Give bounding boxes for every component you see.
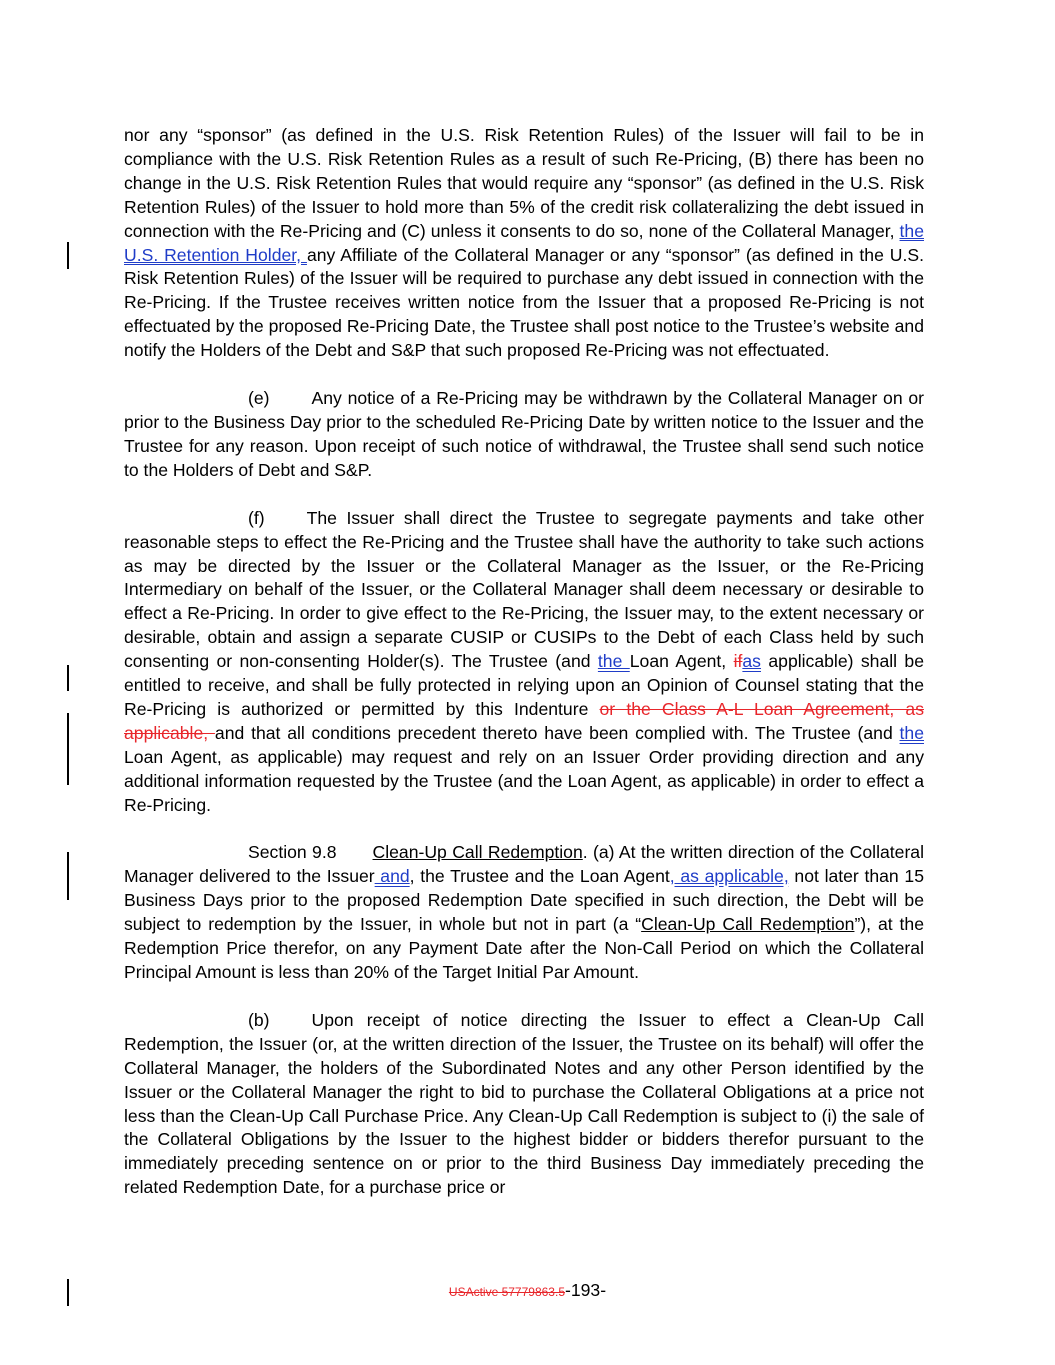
text-run: The Issuer shall direct the Trustee to segregate payments and take other reasonable steps to effect the Re-Pricing and the Trustee shall have the authority to take such actions as may be directed by the Issuer or the Collateral Manager as the Issuer, or the Re-Pricing Intermediary on behalf of the Issuer, or the Collateral Manager shall deem necessary or desirable to effect a Re-Pricing. In order to give effect to the Re-Pricing, the Issuer may, to the extent necessary or desirable, obtain and assign a separate CUSIP or CUSIPs to the Debt of each Class held by such consenting or non-consenting Holder(s). The Trustee (and: [124, 507, 924, 672]
clause-label: (b): [248, 1009, 270, 1030]
section-heading: Clean-Up Call Redemption: [372, 842, 583, 863]
paragraph-continuation: [124, 124, 924, 363]
document-body: [124, 124, 924, 1224]
tracked-deletion: or the Class A-L Loan Agreement, as applicable,: [124, 698, 924, 743]
tracked-insertion: the U.S. Retention Holder,: [124, 220, 924, 265]
text-run: , the Trustee and the Loan Agent: [409, 866, 670, 887]
tracked-insertion: , as applicable,: [669, 866, 789, 887]
defined-term: Clean-Up Call Redemption: [641, 914, 855, 935]
change-bar: [67, 665, 69, 691]
page-footer: [0, 1280, 1055, 1301]
change-bar: [67, 713, 69, 785]
section-number: Section 9.8: [248, 842, 337, 863]
paragraph-b: [124, 1009, 924, 1200]
clause-label: (e): [248, 388, 270, 409]
text-run: Upon receipt of notice directing the Issuer to effect a Clean-Up Call Redemption, the Issuer (or, at the written direction of the Issuer, the Trustee on its behalf) will offer the Collateral Manager, the holders of the Subordinated Notes and any other Person identified by the Issuer or the Collateral Manager the right to bid to purchase the Collateral Obligations at a price not less than the Clean-Up Call Purchase Price. Any Clean-Up Call Redemption is subject to (i) the sale of the Collateral Obligations by the Issuer to the highest bidder or bidders therefor pursuant to the immediately preceding sentence on or prior to the third Business Day immediately preceding the related Redemption Date, for a purchase price or: [124, 1009, 924, 1198]
section-9-8: [124, 841, 924, 984]
text-run: ”), at the Redemption Price therefor, on any Payment Date after the Non-Call Period on which the Collateral Principal Amount is less than 20% of the Target Initial Par Amount.: [124, 914, 924, 982]
paragraph-f: [124, 507, 924, 818]
tracked-deletion: if: [733, 651, 743, 672]
tracked-insertion: the: [899, 722, 924, 743]
text-run: not later than 15 Business Days prior to the proposed Redemption Date specified in such direction, the Debt will be subject to redemption by the Issuer, in whole but not in part (a “: [124, 866, 924, 935]
change-bar: [67, 852, 69, 900]
text-run: Loan Agent,: [629, 651, 734, 672]
text-run: and that all conditions precedent thereto have been complied with. The Trustee (and: [214, 722, 900, 743]
text-run: applicable) shall be entitled to receive, and shall be fully protected in relying upon an Opinion of Counsel stating that the Re-Pricing is authorized or permitted by this Indenture: [124, 651, 925, 719]
tracked-insertion: and: [374, 866, 410, 887]
clause-label: (f): [248, 507, 265, 528]
paragraph-e: [124, 387, 924, 483]
deleted-doc-id: USActive 57779863.5: [448, 1285, 565, 1299]
text-run: . (a) At the written direction of the Collateral Manager delivered to the Issuer: [124, 842, 925, 887]
text-run: Loan Agent, as applicable) may request and rely on an Issuer Order providing direction and any additional information requested by the Trustee (and the Loan Agent, as applicable) in order to effect a Re-Pricing.: [124, 746, 924, 815]
text-run: Any notice of a Re-Pricing may be withdrawn by the Collateral Manager on or prior to the Business Day prior to the scheduled Re-Pricing Date by written notice to the Issuer and the Trustee for any reason. Upon receipt of such notice of withdrawal, the Trustee shall send such notice to the Holders of Debt and S&P.: [124, 388, 924, 480]
tracked-insertion: the: [597, 651, 630, 672]
page-number: -193-: [565, 1280, 607, 1300]
text-run: any Affiliate of the Collateral Manager or any “sponsor” (as defined in the U.S. Risk Retention Rules) of the Issuer will be required to purchase any debt issued in connection with the Re-Pricing. If the Trustee receives written notice from the Issuer that a proposed Re-Pricing is not effectuated by the proposed Re-Pricing Date, the Trustee shall post notice to the Trustee’s website and notify the Holders of the Debt and S&P that such proposed Re-Pricing was not effectuated.: [124, 244, 924, 361]
change-bar: [67, 242, 69, 269]
tracked-insertion: as: [742, 651, 761, 672]
text-run: nor any “sponsor” (as defined in the U.S. Risk Retention Rules) of the Issuer will fail to be in compliance with the U.S. Risk Retention Rules as a result of such Re-Pricing, (B) there has been no change in the U.S. Risk Retention Rules that would require any “sponsor” (as defined in the U.S. Risk Retention Rules) of the Issuer to hold more than 5% of the credit risk collateralizing the debt issued in connection with the Re-Pricing and (C) unless it consents to do so, none of the Collateral Manager,: [124, 125, 924, 241]
